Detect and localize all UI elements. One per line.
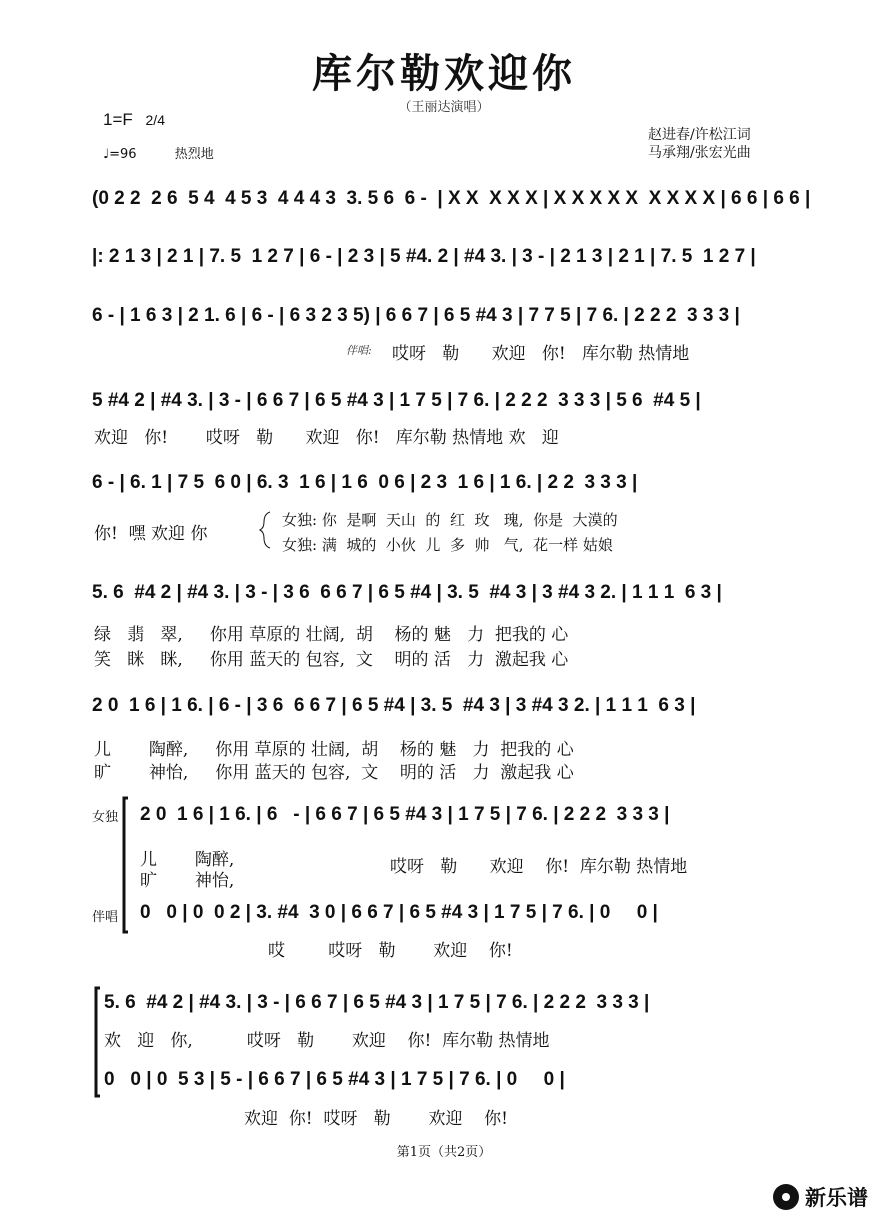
system-6-notation: 5. 6 #4 2 | #4 3. | 3 - | 3 6 6 6 7 | 6 5 #4 | 3. 5 #4 3 | 3 #4 3 2. | 1 1 1 6 3 | xyxy=(92,582,722,603)
system-9-chorus-lyric: 欢迎 你! 哎呀 勒 欢迎 你! xyxy=(244,1109,508,1129)
system-6-lyric-verse1: 绿 翡 翠, 你用 草原的 壮阔, 胡 杨的 魅 力 把我的 心 xyxy=(94,625,569,645)
expression-label: 热烈地 xyxy=(174,147,214,162)
system-8-solo-lyric-1: 儿 陶醉, xyxy=(140,850,235,870)
system-5-notation: 6 - | 6. 1 | 7 5 6 0 | 6. 3 1 6 | 1 6 0 6 | 2 3 1 6 | 1 6. | 2 2 3 3 3 | xyxy=(92,472,638,493)
page-footer: 第1页（共2页） xyxy=(396,1145,492,1160)
system-8-bracket xyxy=(124,798,128,932)
system-8-chorus-notation: 0 0 | 0 0 2 | 3. #4 3 0 | 6 6 7 | 6 5 #4 3 | 1 7 5 | 7 6. | 0 0 | xyxy=(140,902,658,923)
brand-name: 新乐谱 xyxy=(805,1186,868,1210)
solo-part-label: 女独 xyxy=(92,810,119,825)
system-7-lyric-verse2: 旷 神怡, 你用 蓝天的 包容, 文 明的 活 力 激起我 心 xyxy=(94,763,574,783)
system-3-lyric: 哎呀 勒 欢迎 你! 库尔勒 热情地 xyxy=(392,344,690,364)
system-9-bracket xyxy=(96,988,100,1096)
song-title: 库尔勒欢迎你 xyxy=(312,50,576,97)
system-5-lyric-verse2: 女独: 满 城的 小伙 儿 多 帅 气, 花一样 姑娘 xyxy=(282,536,613,554)
system-2-notation: |: 2 1 3 | 2 1 | 7. 5 1 2 7 | 6 - | 2 3 | 5 #4. 2 | #4 3. | 3 - | 2 1 3 | 2 1 | 7. 5 1 2 7 | xyxy=(92,246,756,267)
system-4-lyric: 欢迎 你! 哎呀 勒 欢迎 你! 库尔勒 热情地 欢 迎 xyxy=(94,428,559,448)
system-6-lyric-verse2: 笑 眯 眯, 你用 蓝天的 包容, 文 明的 活 力 激起我 心 xyxy=(94,650,569,670)
system-9-solo-notation: 5. 6 #4 2 | #4 3. | 3 - | 6 6 7 | 6 5 #4 3 | 1 7 5 | 7 6. | 2 2 2 3 3 3 | xyxy=(104,992,650,1013)
system-7-notation: 2 0 1 6 | 1 6. | 6 - | 3 6 6 6 7 | 6 5 #4 | 3. 5 #4 3 | 3 #4 3 2. | 1 1 1 6 3 | xyxy=(92,695,696,716)
system-5-lyric-verse1: 女独: 你 是啊 天山 的 红 玫 瑰, 你是 大漠的 xyxy=(282,511,618,529)
tempo-label: ♩=96 xyxy=(103,147,137,162)
key-label: 1=F xyxy=(103,110,133,129)
system-8-chorus-lyric: 哎 哎呀 勒 欢迎 你! xyxy=(268,941,513,961)
system-9-solo-lyric: 欢 迎 你, 哎呀 勒 欢迎 你! 库尔勒 热情地 xyxy=(104,1031,550,1051)
brand-logo xyxy=(773,1182,868,1212)
verse-brace xyxy=(260,512,270,548)
meter-label: 2/4 xyxy=(145,112,165,128)
performer-subtitle: （王丽达演唱） xyxy=(398,100,490,115)
record-icon xyxy=(773,1184,799,1210)
system-9-chorus-notation: 0 0 | 0 5 3 | 5 - | 6 6 7 | 6 5 #4 3 | 1 7 5 | 7 6. | 0 0 | xyxy=(104,1069,565,1090)
lyricist-credit: 赵进春/许松江词 xyxy=(648,127,751,143)
system-8-solo-lyric-2: 旷 神怡, xyxy=(140,871,235,891)
system-5-lyric-intro: 你! 嘿 欢迎 你 xyxy=(94,524,208,544)
system-1-notation: (0 2 2 2 6 5 4 4 5 3 4 4 4 3 3. 5 6 6 - | X X X X X | X X X X X X X X X | 6 6 | 6 6 | xyxy=(92,188,811,209)
system-4-notation: 5 #4 2 | #4 3. | 3 - | 6 6 7 | 6 5 #4 3 | 1 7 5 | 7 6. | 2 2 2 3 3 3 | 5 6 #4 5 | xyxy=(92,390,701,411)
system-7-lyric-verse1: 儿 陶醉, 你用 草原的 壮阔, 胡 杨的 魅 力 把我的 心 xyxy=(94,740,574,760)
composer-credit: 马承翔/张宏光曲 xyxy=(648,145,751,161)
system-3-notation: 6 - | 1 6 3 | 2 1. 6 | 6 - | 6 3 2 3 5) | 6 6 7 | 6 5 #4 3 | 7 7 5 | 7 6. | 2 2 2 3 3 3 | xyxy=(92,305,740,326)
system-8-solo-lyric-3: 哎呀 勒 欢迎 你! 库尔勒 热情地 xyxy=(390,857,688,877)
chorus-part-label: 伴唱 xyxy=(92,910,119,925)
system-8-solo-notation: 2 0 1 6 | 1 6. | 6 - | 6 6 7 | 6 5 #4 3 | 1 7 5 | 7 6. | 2 2 2 3 3 3 | xyxy=(140,804,670,825)
system-3-part-label: 伴唱: xyxy=(346,344,372,357)
